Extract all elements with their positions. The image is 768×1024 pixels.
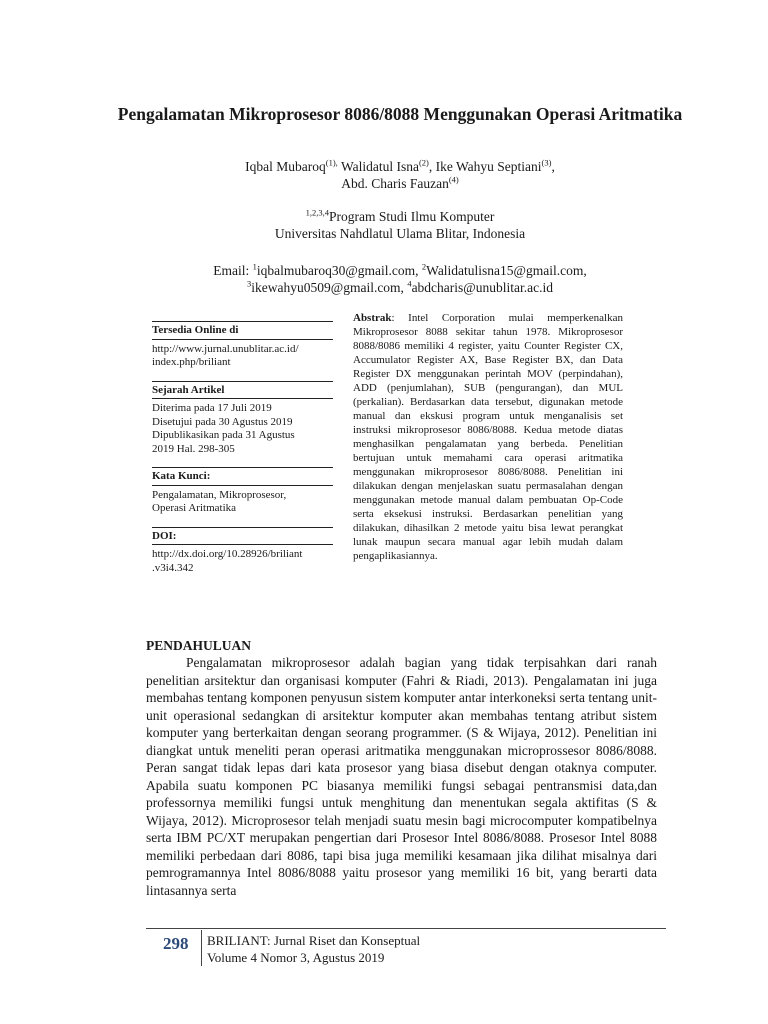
email-3[interactable]: ikewahyu0509@gmail.com,: [251, 280, 408, 295]
email-block: [100, 262, 700, 296]
info-keywords-heading: Kata Kunci:: [152, 470, 333, 486]
email-2-mark: 2: [421, 261, 427, 272]
info-keywords-text: Pengalamatan, Mikroprosesor, Operasi Aritmatika: [152, 488, 287, 514]
email-2[interactable]: Walidatulisna15@gmail.com,: [426, 263, 587, 278]
footer-volume: Volume 4 Nomor 3, Agustus 2019: [207, 950, 385, 965]
info-keywords: [152, 467, 333, 516]
email-4-mark: 4: [407, 278, 412, 289]
email-label: Email:: [213, 263, 253, 278]
info-doi: [152, 527, 333, 576]
journal-url-link[interactable]: http://www.jurnal.unublitar.ac.id/ index.php/briliant: [152, 342, 299, 368]
info-doi-heading: DOI:: [152, 530, 333, 546]
section-body: Pengalamatan mikroprosesor adalah bagian yang tidak terpisahkan dari ranah penelitian arsitektur dan organisasi komputer (Fahri & Riadi, 2013). Pengalamatan ini juga membahas tentang komponen penyusun sistem komputer antar interkoneksi serta tentang unit-unit operasional sedangkan di arsitektur komputer akan membahas tentang atribut sistem komputer yang berterkaitan dengan seorang programmer. (S & Wijaya, 2012). Penelitian ini diangkat untuk meneliti peran operasi aritmatika menggunakan microprossesor 8086/8088. Peran sangat tidak lepas dari kata prosesor yang biasa disebut dengan otaknya computer. Apabila suatu komponen PC biasanya memiliki fungsi sebagai pentransmisi data,dan professornya memiliki fungsi untuk menghitung dan menentukan segala aktifitas (S & Wijaya, 2012). Microprosesor telah menjadi suatu mesin bagi microcomputer kompatibelnya serta IBM PC/XT merupakan pengertian dari Prosesor Intel 8086/8088. Prosesor Intel 8088 memiliki perbedaan dari 8086, tapi bisa juga memiliki kesamaan jika dilihat misalnya dari pemrogramannya Intel 8086/8088 yaitu prosesor yang memiliki 16 bit, yang berarti data lintasannya serta: [146, 655, 657, 898]
author-1-mark: (1),: [325, 157, 338, 168]
abstract: [353, 311, 623, 563]
author-4-mark: (4): [448, 174, 459, 185]
email-3-mark: 3: [247, 278, 252, 289]
affiliation-program: Program Studi Ilmu Komputer: [329, 209, 495, 224]
footer-journal: [207, 932, 420, 966]
author-4: Abd. Charis Fauzan: [341, 176, 449, 191]
author-list: [100, 158, 700, 192]
affiliation-mark: 1,2,3,4: [305, 207, 329, 218]
author-2-mark: (2): [418, 157, 429, 168]
info-online-heading: Tersedia Online di: [152, 324, 333, 340]
email-1[interactable]: iqbalmubaroq30@gmail.com,: [256, 263, 422, 278]
author-2: Walidatul Isna: [337, 159, 419, 174]
info-history-text: Diterima pada 17 Juli 2019 Disetujui pada 30 Agustus 2019 Dipublikasikan pada 31 Agustus 2019 Hal. 298-305: [152, 402, 295, 455]
article-info-box: [152, 321, 333, 586]
affiliation: [100, 208, 700, 242]
author-separator: ,: [551, 159, 555, 174]
info-online: [152, 321, 333, 370]
email-4[interactable]: abdcharis@unublitar.ac.id: [411, 280, 553, 295]
doi-link[interactable]: http://dx.doi.org/10.28926/briliant .v3i4.342: [152, 548, 303, 574]
footer-rule: [146, 928, 666, 929]
info-history: [152, 381, 333, 457]
paper-title: Pengalamatan Mikroprosesor 8086/8088 Menggunakan Operasi Aritmatika: [117, 104, 683, 124]
author-3: , Ike Wahyu Septiani: [428, 159, 542, 174]
email-1-mark: 1: [252, 261, 257, 272]
author-3-mark: (3): [541, 157, 552, 168]
affiliation-university: Universitas Nahdlatul Ulama Blitar, Indonesia: [274, 226, 526, 241]
abstract-text: : Intel Corporation mulai memperkenalkan Mikroprosesor 8088 sekitar tahun 1978. Mikroprosesor 8088/8086 memiliki 4 register, yaitu Counter Register CX, Accumulator Register AX, Base Register BX, dan Data Register DX menggunakan perintah MOV (perpindahan), ADD (penjumlahan), SUB (pengurangan), dan MUL (perkalian). Berdasarkan data tersebut, digunakan metode manual dan ekskusi program untuk menganalisis set instruksi mikroprosesor 8086/8088. Kedua metode diatas menghasilkan pengalamatan yang berbeda. Penelitian bertujuan untuk memahami cara operasi aritmatika menggunakan mikroprosesor 8086/8088. Penelitian ini dilakukan dengan menjelaskan suatu permasalahan dengan menggunakan metode manual dalam pembuatan Op-Code serta eksekusi instruksi. Berdasarkan penelitian yang dilakukan, dihasilkan 2 metode yaitu bisa lewat perangkat lunak maupun secara manual agar lebih mudah dalam pengaplikasiannya.: [353, 312, 623, 562]
section-heading: PENDAHULUAN: [146, 638, 252, 653]
footer-divider: [201, 930, 202, 966]
page-number: 298: [163, 934, 189, 953]
info-history-heading: Sejarah Artikel: [152, 384, 333, 400]
footer-journal-name: BRILIANT: Jurnal Riset dan Konseptual: [207, 933, 421, 948]
abstract-label: Abstrak: [353, 312, 392, 324]
author-1: Iqbal Mubaroq: [245, 159, 326, 174]
